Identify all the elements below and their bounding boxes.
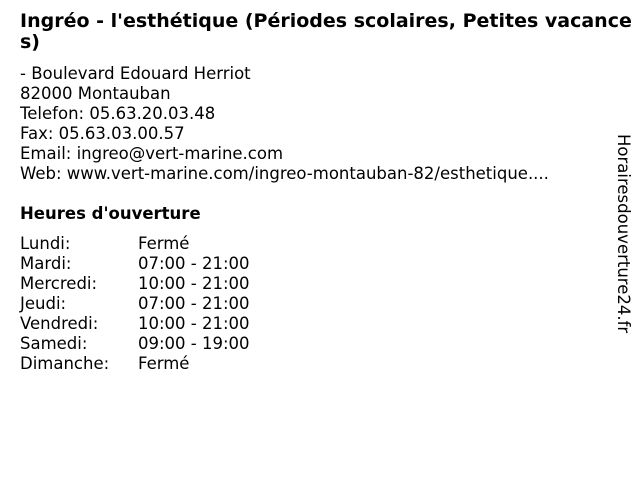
page-title: Ingréo - l'esthétique (Périodes scolaires, Petites vacances)	[20, 10, 632, 53]
hours-row-thursday	[20, 294, 250, 314]
day-label: Dimanche:	[20, 354, 110, 373]
time-value: Fermé	[138, 234, 190, 253]
day-label: Vendredi:	[20, 314, 99, 333]
address-city: 82000 Montauban	[20, 84, 171, 103]
day-label: Mercredi:	[20, 274, 98, 293]
website-link[interactable]: Web: www.vert-marine.com/ingreo-montauban-82/esthetique....	[20, 164, 549, 183]
fax-number: Fax: 05.63.03.00.57	[20, 124, 185, 143]
hours-row-tuesday	[20, 254, 250, 274]
hours-heading: Heures d'ouverture	[20, 204, 201, 223]
hours-row-saturday	[20, 334, 250, 354]
day-label: Lundi:	[20, 234, 71, 253]
day-label: Jeudi:	[20, 294, 67, 313]
side-brand-watermark: Horairesdouverture24.fr	[614, 134, 633, 334]
time-value: Fermé	[138, 354, 190, 373]
hours-row-sunday	[20, 354, 250, 374]
day-label: Mardi:	[20, 254, 72, 273]
hours-row-monday	[20, 234, 250, 254]
phone-number: Telefon: 05.63.20.03.48	[20, 104, 216, 123]
address-street: - Boulevard Edouard Herriot	[20, 64, 251, 83]
hours-row-friday	[20, 314, 250, 334]
opening-hours-table	[20, 234, 250, 374]
contact-info	[20, 64, 610, 184]
hours-row-wednesday	[20, 274, 250, 294]
email-address: Email: ingreo@vert-marine.com	[20, 144, 284, 163]
time-value: 07:00 - 21:00	[138, 294, 250, 313]
time-value: 07:00 - 21:00	[138, 254, 250, 273]
time-value: 09:00 - 19:00	[138, 334, 250, 353]
day-label: Samedi:	[20, 334, 88, 353]
time-value: 10:00 - 21:00	[138, 314, 250, 333]
time-value: 10:00 - 21:00	[138, 274, 250, 293]
